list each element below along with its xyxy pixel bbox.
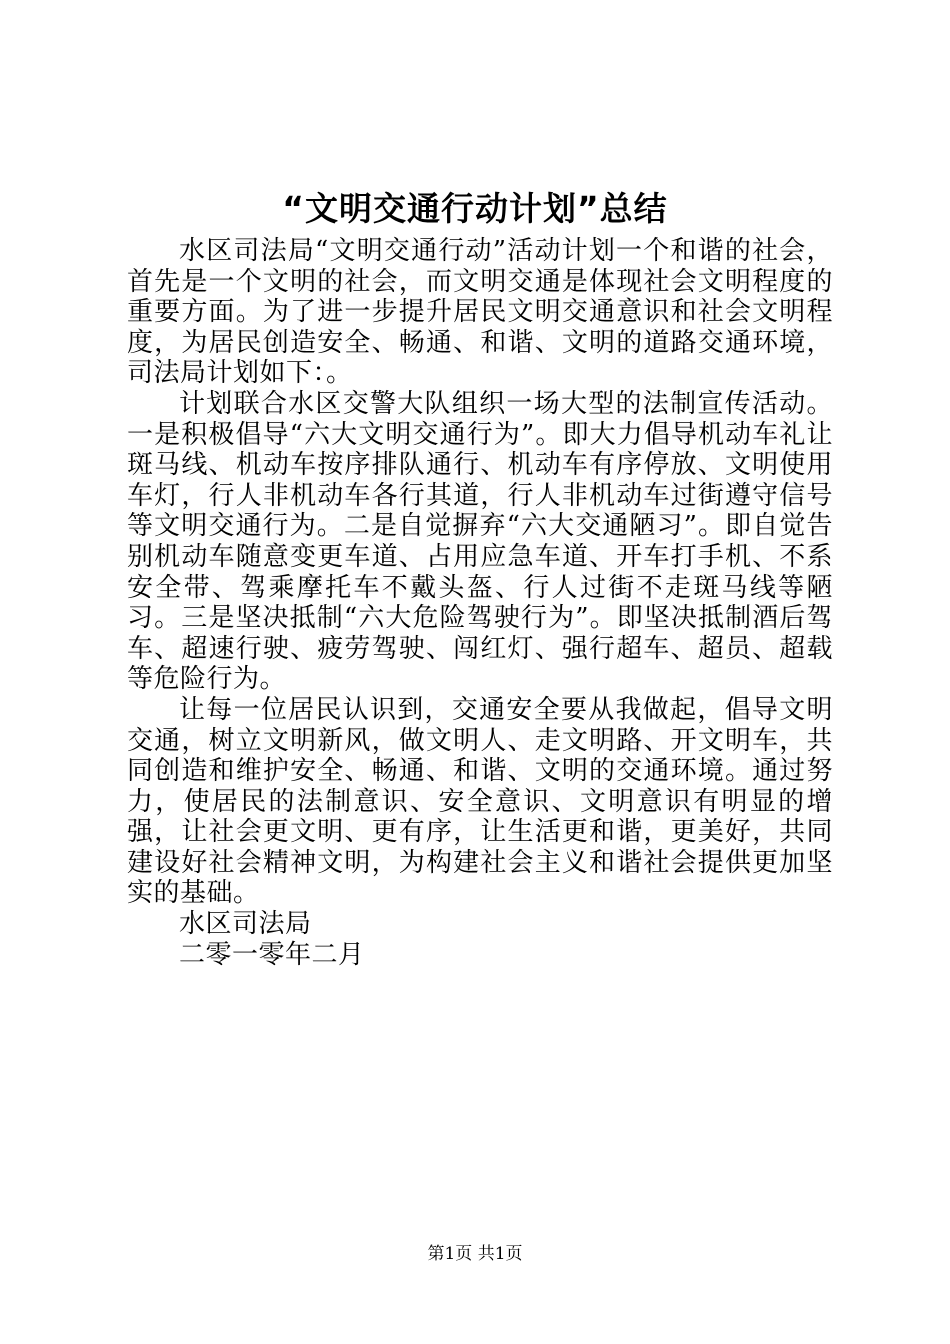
paragraph-plan: 计划联合水区交警大队组织一场大型的法制宣传活动。一是积极倡导“六大文明交通行为”。即大力倡导机动车礼让斑马线、机动车按序排队通行、机动车有序停放、文明使用车灯，行人非机动车各行其道，行人非机动车过街遵守信号等文明交通行为。二是自觉摒弃“六大交通陋习”。即自觉告别机动车随意变更车道、占用应急车道、开车打手机、不系安全带、驾乘摩托车不戴头盔、行人过街不走斑马线等陋习。三是坚决抵制“六大危险驾驶行为”。即坚决抵制酒后驾车、超速行驶、疲劳驾驶、闯红灯、强行超车、超员、超载等危险行为。 [127, 388, 833, 695]
document-title: “文明交通行动计划”总结 [282, 189, 668, 228]
document-body [127, 236, 833, 970]
paragraph-intro: 水区司法局“文明交通行动”活动计划一个和谐的社会，首先是一个文明的社会，而文明交通是体现社会文明程度的重要方面。为了进一步提升居民文明交通意识和社会文明程度，为居民创造安全、畅通、和谐、文明的道路交通环境，司法局计划如下：。 [127, 236, 833, 389]
signature-date: 二零一零年二月 [179, 939, 365, 970]
signature-organization: 水区司法局 [179, 909, 312, 940]
paragraph-goal: 让每一位居民认识到，交通安全要从我做起，倡导文明交通，树立文明新风，做文明人、走文明路、开文明车，共同创造和维护安全、畅通、和谐、文明的交通环境。通过努力，使居民的法制意识、安全意识、文明意识有明显的增强，让社会更文明、更有序，让生活更和谐，更美好，共同建设好社会精神文明，为构建社会主义和谐社会提供更加坚实的基础。 [127, 694, 833, 909]
page-number-footer: 第1页 共1页 [427, 1244, 523, 1264]
